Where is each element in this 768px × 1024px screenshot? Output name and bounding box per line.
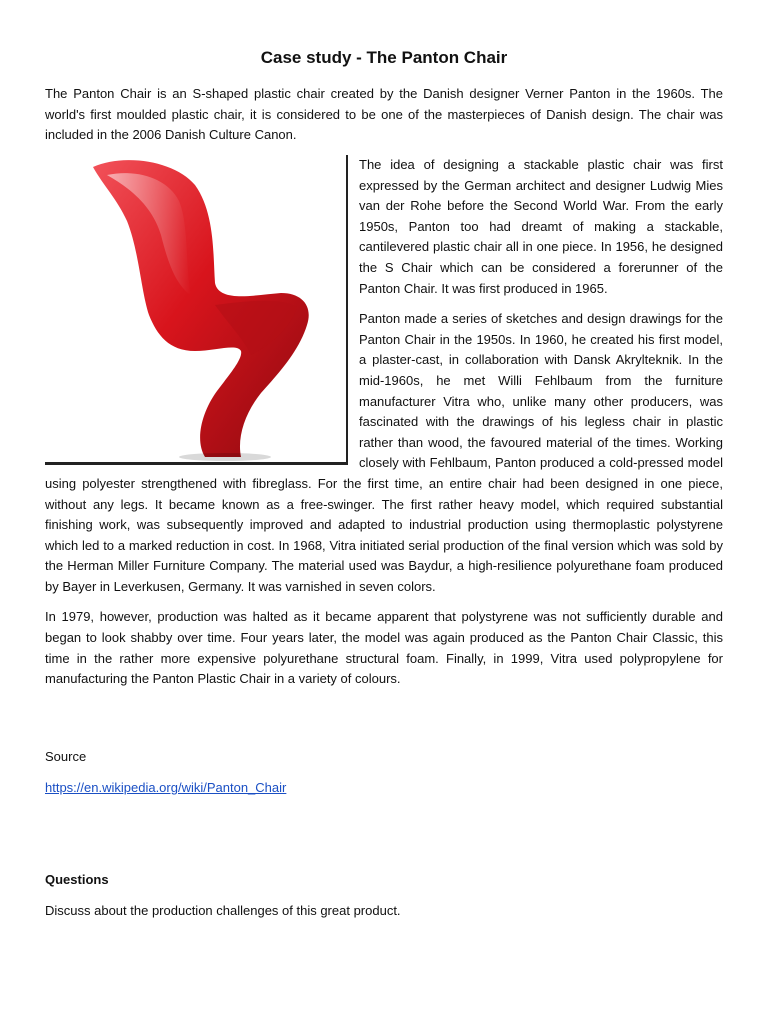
source-label: Source	[45, 749, 87, 764]
paragraph-3: In 1979, however, production was halted as it became apparent that polystyrene was not sufficiently durable and began to look shabby over time. Four years later, the model was again produced as the Panton Chair Classic, this time in the rather more expensive polyurethane structural foam. Finally, in 1999, Vitra used polypropylene for manufacturing the Panton Plastic Chair in a variety of colours.	[45, 609, 723, 687]
source-link[interactable]: https://en.wikipedia.org/wiki/Panton_Chair	[45, 780, 287, 795]
intro-paragraph: The Panton Chair is an S-shaped plastic chair created by the Danish designer Verner Panton in the 1960s. The world's first moulded plastic chair, it is considered to be one of the masterpieces of Danish design. The chair was included in the 2006 Danish Culture Canon.	[45, 86, 723, 143]
question-text: Discuss about the production challenges of this great product.	[45, 903, 401, 918]
paragraph-2: Panton made a series of sketches and design drawings for the Panton Chair in the 1950s. In 1960, he created his first model, a plaster-cast, in collaboration with Dansk Akrylteknik. In the mid-1960s, he met Willi Fehlbaum from the furniture manufacturer Vitra who, unlike many other producers, was fascinated with the drawings of his legless chair in plastic rather than wood, the favoured material of the times. Working closely with Fehlbaum, Panton produced a cold-pressed model using polyester strengthened with fibreglass. For the first time, an entire chair had been designed in one piece, without any legs. It became known as a free-swinger. The first rather heavy model, which required substantial finishing work, was subsequently improved and adapted to industrial production using thermoplastic polystyrene which led to a marked reduction in cost. In 1968, Vitra initiated serial production of the final version which was sold by the Herman Miller Furniture Company. The material used was Baydur, a high-resilience polyurethane foam produced by Bayer in Leverkusen, Germany. It was varnished in seven colors.	[45, 311, 723, 594]
body-text	[45, 155, 723, 700]
paragraph-1: The idea of designing a stackable plastic chair was first expressed by the German architect and designer Ludwig Mies van der Rohe before the Second World War. From the early 1950s, Panton too had dreamt of making a stackable, cantilevered plastic chair all in one piece. In 1956, he designed the S Chair which can be considered a forerunner of the Panton Chair. It was first produced in 1965.	[359, 157, 723, 296]
page-title: Case study - The Panton Chair	[260, 48, 508, 67]
panton-chair-image	[45, 155, 347, 465]
questions-heading: Questions	[45, 872, 109, 887]
chair-illustration	[45, 155, 345, 461]
